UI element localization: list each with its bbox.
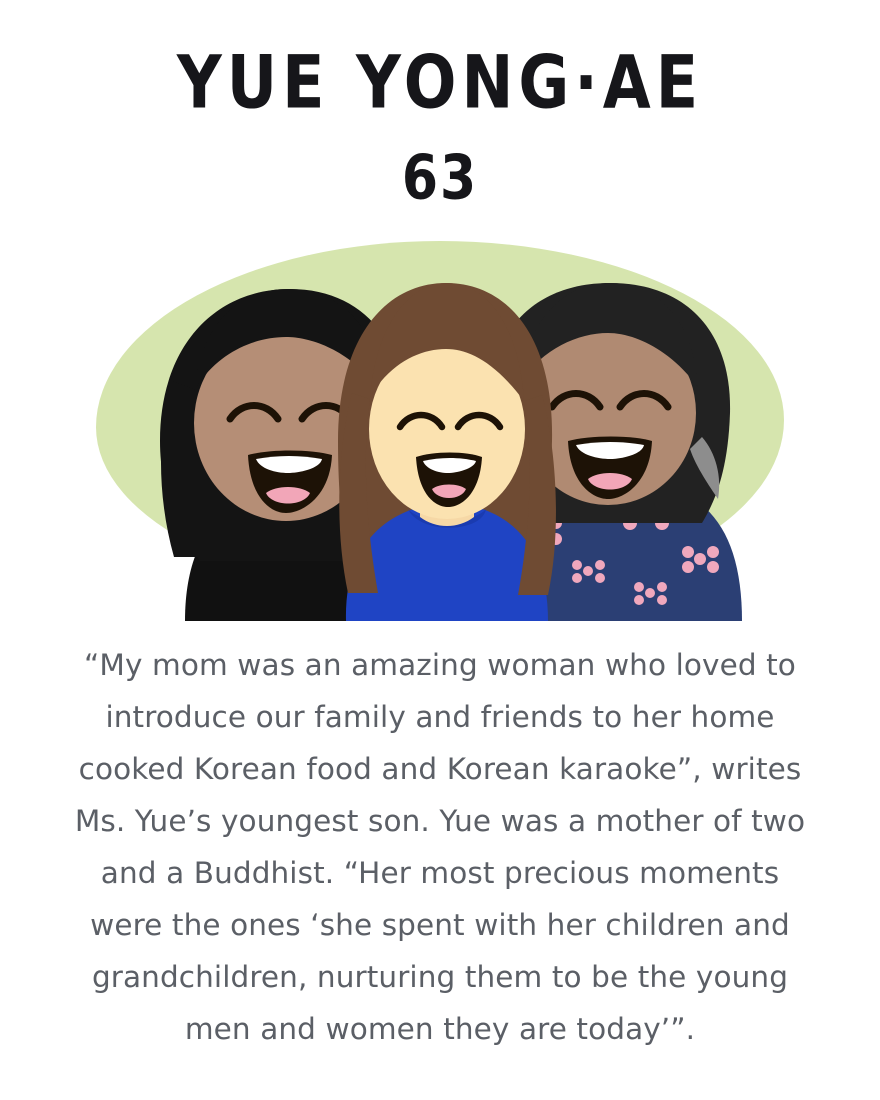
center-woman-figure (338, 283, 556, 621)
quote-text: “My mom was an amazing woman who loved to introduce our family and friends to her home cooked Korean food and Korean karaoke”, writes Ms. Yue’s youngest son. Yue was a mother of two and a Buddhist. “Her most precious moments were the ones ‘she spent with her children and grandchildren, nurturing them to be the young men and women they are today’”. (74, 648, 806, 1047)
three-women-illustration (90, 241, 790, 621)
title-block (0, 39, 880, 214)
page-title: YUE YONG·AE (176, 39, 704, 126)
portrait-illustration (90, 241, 790, 621)
age-label: 63 (401, 143, 479, 214)
